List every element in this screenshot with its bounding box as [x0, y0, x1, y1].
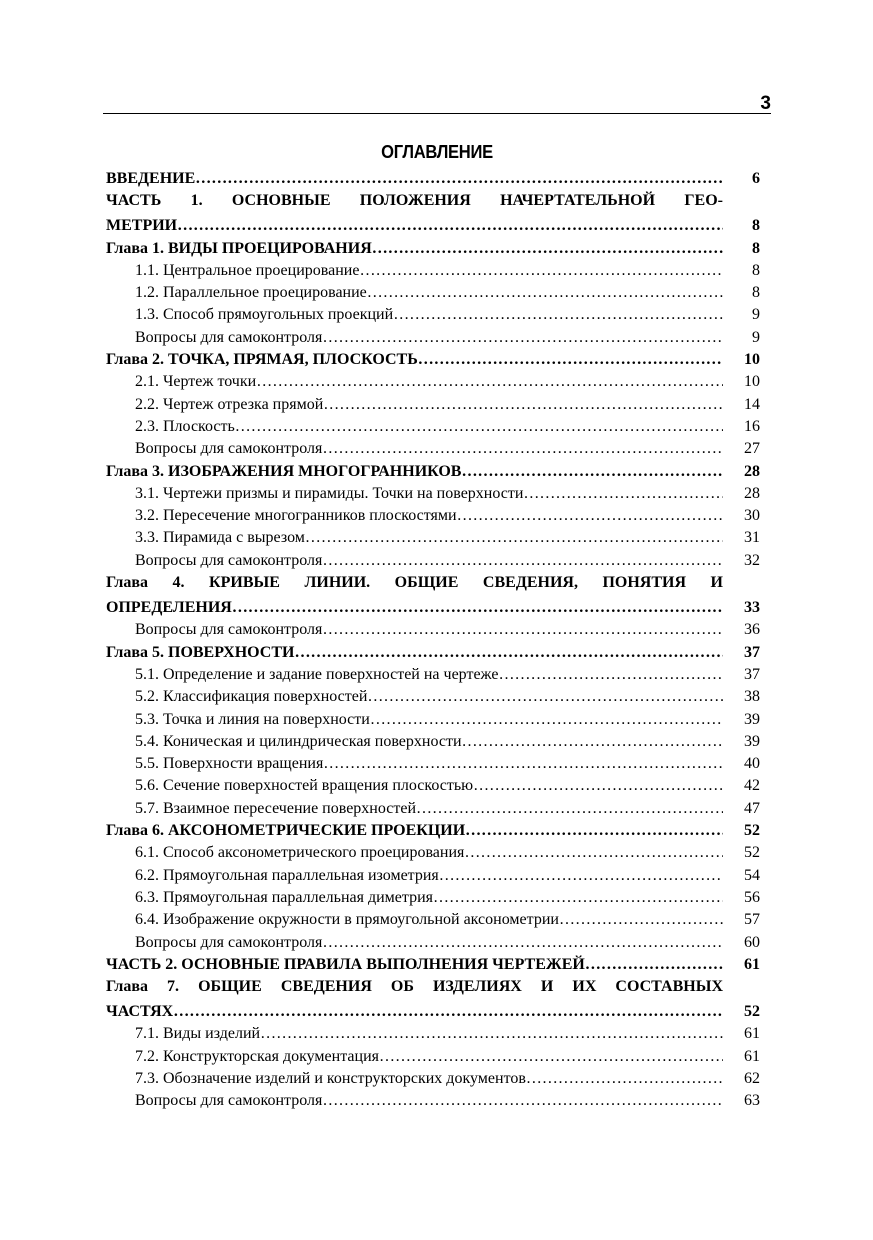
toc-entry-page: 39: [744, 732, 760, 750]
toc-entry[interactable]: [106, 168, 760, 190]
toc-entry-title: 5.3. Точка и линия на поверхности …………………………………………………………………………………………………………………………………………………………: [135, 709, 723, 731]
toc-entry[interactable]: [106, 820, 760, 842]
toc-entry-title: 7.1. Виды изделий …………………………………………………………………………………………………………………………………………………………: [135, 1023, 723, 1045]
toc-subentry[interactable]: [106, 327, 760, 349]
toc-entry[interactable]: [106, 1001, 760, 1023]
toc-entry-page: 27: [744, 440, 760, 458]
toc-subentry[interactable]: [106, 1090, 760, 1112]
toc-entry-page: 61: [744, 1025, 760, 1043]
toc-entry[interactable]: [106, 238, 760, 260]
toc-entry-page: 9: [752, 328, 760, 346]
toc-entry-page: 62: [744, 1069, 760, 1087]
toc-entry[interactable]: [106, 215, 760, 237]
toc-subentry[interactable]: [106, 731, 760, 753]
toc-entry-page: 33: [744, 599, 760, 617]
toc-entry-title: 3.3. Пирамида с вырезом …………………………………………………………………………………………………………………………………………………………: [135, 527, 723, 549]
toc-entry-title: Глава 1. ВИДЫ ПРОЕЦИРОВАНИЯ …………………………………………………………………………………………………………………………………………………………: [106, 238, 723, 260]
toc-entry[interactable]: [106, 190, 760, 215]
toc-subentry[interactable]: [106, 550, 760, 572]
toc-subentry[interactable]: [106, 619, 760, 641]
toc-entry-page: 40: [744, 755, 760, 773]
toc-entry-page: 36: [744, 621, 760, 639]
toc-entry-page: 8: [752, 261, 760, 279]
toc-subentry[interactable]: [106, 416, 760, 438]
toc-entry-title: 7.2. Конструкторская документация …………………………………………………………………………………………………………………………………………………………: [135, 1046, 723, 1068]
toc-entry-page: 47: [744, 799, 760, 817]
toc-subentry[interactable]: [106, 1068, 760, 1090]
toc-entry-page: 38: [744, 688, 760, 706]
toc-subentry[interactable]: [106, 753, 760, 775]
toc-entry-title: 1.3. Способ прямоугольных проекций …………………………………………………………………………………………………………………………………………………………: [135, 304, 723, 326]
toc-entry-page: 31: [744, 529, 760, 547]
toc-entry-page: 54: [744, 866, 760, 884]
toc-entry-page: 52: [744, 844, 760, 862]
toc-entry-title: ВВЕДЕНИЕ …………………………………………………………………………………………………………………………………………………………: [106, 168, 723, 190]
toc-entry-title: Вопросы для самоконтроля …………………………………………………………………………………………………………………………………………………………: [135, 438, 723, 460]
toc-entry-page: 37: [744, 643, 760, 661]
toc-subentry[interactable]: [106, 304, 760, 326]
toc-subentry[interactable]: [106, 686, 760, 708]
toc-entry-page: 57: [744, 911, 760, 929]
toc-entry-page: 32: [744, 551, 760, 569]
toc-entry-title: Глава 4. КРИВЫЕ ЛИНИИ. ОБЩИЕ СВЕДЕНИЯ, ПОНЯТИЯ И: [106, 574, 723, 592]
toc-entry-title: МЕТРИИ …………………………………………………………………………………………………………………………………………………………: [106, 215, 723, 237]
toc-entry-page: 10: [744, 351, 760, 369]
toc-subentry[interactable]: [106, 394, 760, 416]
toc-entry-title: Вопросы для самоконтроля …………………………………………………………………………………………………………………………………………………………: [135, 932, 723, 954]
toc-entry-title: 3.2. Пересечение многогранников плоскостями …………………………………………………………………………………………………………………………………………………………: [135, 505, 723, 527]
toc-entry-title: Глава 3. ИЗОБРАЖЕНИЯ МНОГОГРАННИКОВ …………………………………………………………………………………………………………………………………………………………: [106, 461, 723, 483]
header-rule: [103, 113, 771, 114]
toc-subentry[interactable]: [106, 1023, 760, 1045]
toc-entry[interactable]: [106, 597, 760, 619]
toc-entry-title: Глава 7. ОБЩИЕ СВЕДЕНИЯ ОБ ИЗДЕЛИЯХ И ИХ СОСТАВНЫХ: [106, 978, 723, 996]
table-of-contents: [106, 168, 760, 1113]
toc-entry-title: 7.3. Обозначение изделий и конструкторских документов …………………………………………………………………………………………………………………………………………………………: [135, 1068, 723, 1090]
toc-entry-page: 16: [744, 417, 760, 435]
toc-entry[interactable]: [106, 642, 760, 664]
toc-entry-title: Глава 5. ПОВЕРХНОСТИ …………………………………………………………………………………………………………………………………………………………: [106, 642, 723, 664]
toc-entry-title: 1.1. Центральное проецирование …………………………………………………………………………………………………………………………………………………………: [135, 260, 723, 282]
toc-entry-title: 6.3. Прямоугольная параллельная диметрия …………………………………………………………………………………………………………………………………………………………: [135, 887, 723, 909]
toc-subentry[interactable]: [106, 371, 760, 393]
toc-entry-title: 5.1. Определение и задание поверхностей на чертеже …………………………………………………………………………………………………………………………………………………………: [135, 664, 723, 686]
toc-entry[interactable]: [106, 572, 760, 597]
toc-entry-page: 8: [752, 239, 760, 257]
toc-entry[interactable]: [106, 976, 760, 1001]
toc-entry-title: 5.4. Коническая и цилиндрическая поверхности …………………………………………………………………………………………………………………………………………………………: [135, 731, 723, 753]
toc-entry-page: 30: [744, 507, 760, 525]
toc-entry-page: 61: [744, 955, 760, 973]
toc-entry-title: 6.2. Прямоугольная параллельная изометрия …………………………………………………………………………………………………………………………………………………………: [135, 865, 723, 887]
toc-entry-page: 8: [752, 284, 760, 302]
toc-entry-page: 56: [744, 888, 760, 906]
toc-entry-title: 2.2. Чертеж отрезка прямой …………………………………………………………………………………………………………………………………………………………: [135, 394, 723, 416]
toc-entry-page: 9: [752, 306, 760, 324]
toc-subentry[interactable]: [106, 909, 760, 931]
toc-entry-page: 10: [744, 373, 760, 391]
toc-entry-title: 5.5. Поверхности вращения …………………………………………………………………………………………………………………………………………………………: [135, 753, 723, 775]
toc-entry-page: 14: [744, 395, 760, 413]
toc-entry-title: ЧАСТЬ 1. ОСНОВНЫЕ ПОЛОЖЕНИЯ НАЧЕРТАТЕЛЬНОЙ ГЕО-: [106, 192, 723, 210]
toc-entry-page: 6: [752, 170, 760, 187]
toc-entry[interactable]: [106, 954, 760, 976]
toc-entry-title: 5.2. Классификация поверхностей …………………………………………………………………………………………………………………………………………………………: [135, 686, 723, 708]
toc-subentry[interactable]: [106, 775, 760, 797]
toc-entry-page: 52: [744, 1003, 760, 1021]
toc-entry-page: 8: [752, 217, 760, 235]
toc-entry-title: 1.2. Параллельное проецирование …………………………………………………………………………………………………………………………………………………………: [135, 282, 723, 304]
toc-entry-page: 28: [744, 462, 760, 480]
toc-subentry[interactable]: [106, 260, 760, 282]
toc-entry-title: 6.1. Способ аксонометрического проецирования …………………………………………………………………………………………………………………………………………………………: [135, 842, 723, 864]
toc-entry-page: 52: [744, 822, 760, 840]
toc-entry[interactable]: [106, 349, 760, 371]
toc-subentry[interactable]: [106, 1046, 760, 1068]
toc-entry-title: ЧАСТЬ 2. ОСНОВНЫЕ ПРАВИЛА ВЫПОЛНЕНИЯ ЧЕРТЕЖЕЙ …………………………………………………………………………………………………………………………………………………………: [106, 954, 723, 976]
toc-entry-page: 39: [744, 710, 760, 728]
toc-entry-page: 60: [744, 933, 760, 951]
toc-subentry[interactable]: [106, 282, 760, 304]
toc-subentry[interactable]: [106, 798, 760, 820]
toc-subentry[interactable]: [106, 438, 760, 460]
toc-subentry[interactable]: [106, 842, 760, 864]
toc-entry-title: 3.1. Чертежи призмы и пирамиды. Точки на поверхности …………………………………………………………………………………………………………………………………………………………: [135, 483, 723, 505]
toc-subentry[interactable]: [106, 887, 760, 909]
toc-subentry[interactable]: [106, 865, 760, 887]
toc-entry-title: 5.6. Сечение поверхностей вращения плоскостью …………………………………………………………………………………………………………………………………………………………: [135, 775, 723, 797]
toc-subentry[interactable]: [106, 483, 760, 505]
toc-entry-title: 2.3. Плоскость …………………………………………………………………………………………………………………………………………………………: [135, 416, 723, 438]
toc-subentry[interactable]: [106, 664, 760, 686]
toc-entry-title: Вопросы для самоконтроля …………………………………………………………………………………………………………………………………………………………: [135, 550, 723, 572]
toc-entry-page: 42: [744, 777, 760, 795]
toc-entry-title: ЧАСТЯХ …………………………………………………………………………………………………………………………………………………………: [106, 1001, 723, 1023]
toc-entry-title: Вопросы для самоконтроля …………………………………………………………………………………………………………………………………………………………: [135, 327, 723, 349]
toc-entry-title: Вопросы для самоконтроля …………………………………………………………………………………………………………………………………………………………: [135, 619, 723, 641]
toc-subentry[interactable]: [106, 505, 760, 527]
toc-entry[interactable]: [106, 461, 760, 483]
toc-title: ОГЛАВЛЕНИЕ: [381, 142, 493, 162]
toc-entry-title: Вопросы для самоконтроля …………………………………………………………………………………………………………………………………………………………: [135, 1090, 723, 1112]
toc-entry-title: 6.4. Изображение окружности в прямоугольной аксонометрии …………………………………………………………………………………………………………………………………………………………: [135, 909, 723, 931]
toc-subentry[interactable]: [106, 709, 760, 731]
toc-entry-page: 28: [744, 484, 760, 502]
toc-entry-title: ОПРЕДЕЛЕНИЯ …………………………………………………………………………………………………………………………………………………………: [106, 597, 723, 619]
toc-subentry[interactable]: [106, 932, 760, 954]
toc-entry-title: Глава 2. ТОЧКА, ПРЯМАЯ, ПЛОСКОСТЬ …………………………………………………………………………………………………………………………………………………………: [106, 349, 723, 371]
toc-entry-title: Глава 6. АКСОНОМЕТРИЧЕСКИЕ ПРОЕКЦИИ …………………………………………………………………………………………………………………………………………………………: [106, 820, 723, 842]
toc-entry-title: 5.7. Взаимное пересечение поверхностей …………………………………………………………………………………………………………………………………………………………: [135, 798, 723, 820]
toc-entry-page: 37: [744, 665, 760, 683]
toc-entry-page: 61: [744, 1047, 760, 1065]
toc-entry-title: 2.1. Чертеж точки …………………………………………………………………………………………………………………………………………………………: [135, 371, 723, 393]
toc-entry-page: 63: [744, 1092, 760, 1110]
toc-subentry[interactable]: [106, 527, 760, 549]
page-number: 3: [760, 93, 771, 114]
